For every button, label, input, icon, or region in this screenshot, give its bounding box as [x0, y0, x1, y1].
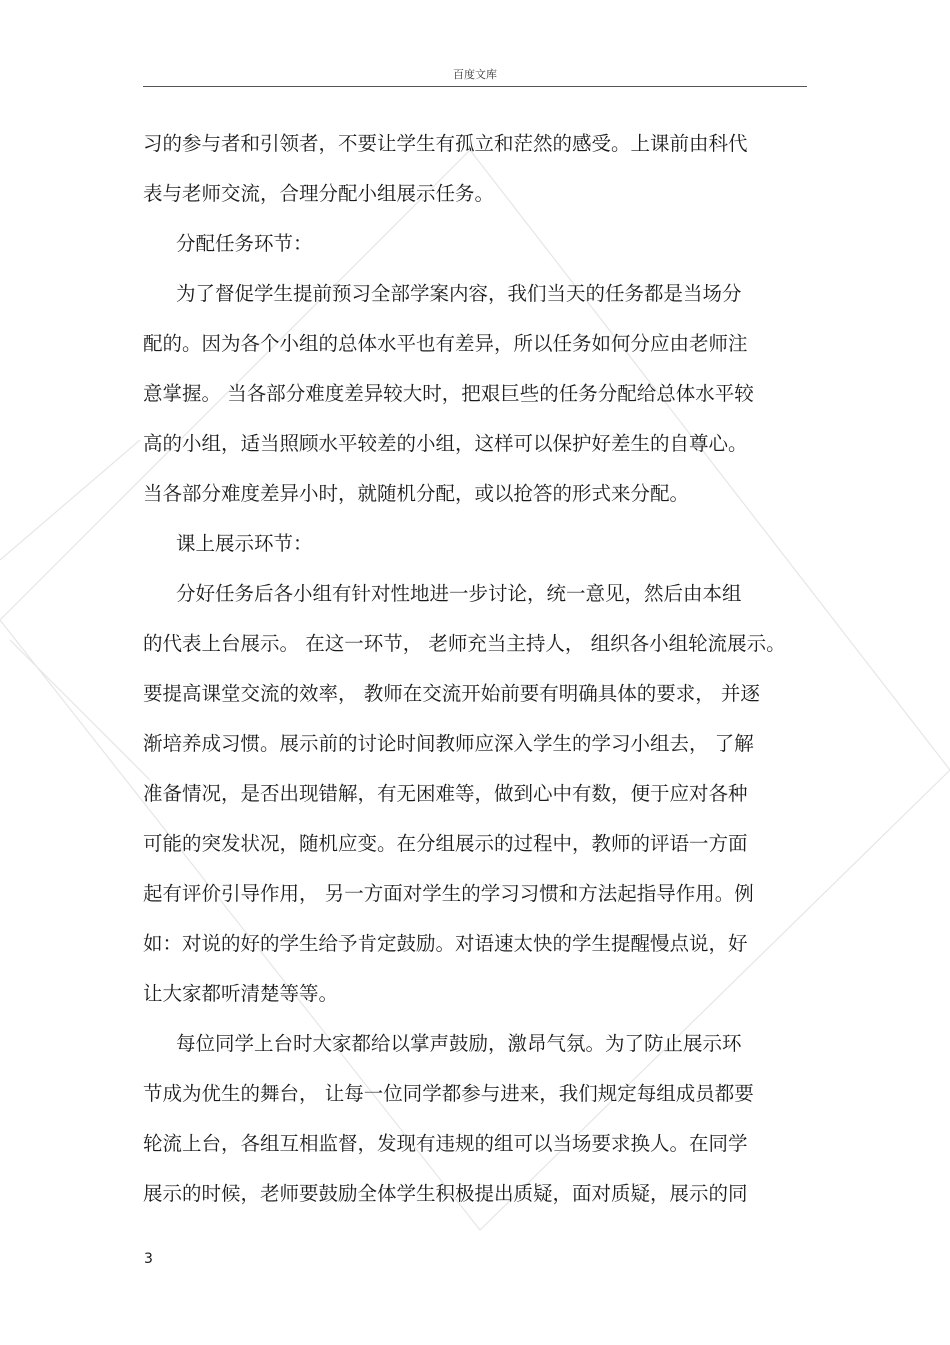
section-heading: 分配任务环节： — [176, 232, 313, 255]
text-line: 分好任务后各小组有针对性地进一步讨论，统一意见，然后由本组 — [176, 582, 742, 605]
text-line: 要提高课堂交流的效率， 教师在交流开始前要有明确具体的要求， 并逐 — [143, 682, 760, 705]
text-line: 渐培养成习惯。展示前的讨论时间教师应深入学生的学习小组去， 了解 — [143, 732, 754, 755]
text-line: 展示的时候，老师要鼓励全体学生积极提出质疑，面对质疑，展示的同 — [143, 1182, 748, 1205]
text-line: 意掌握。 当各部分难度差异较大时，把艰巨些的任务分配给总体水平较 — [143, 382, 754, 405]
text-line: 可能的突发状况，随机应变。在分组展示的过程中，教师的评语一方面 — [143, 832, 748, 855]
page-number: 3 — [144, 1251, 153, 1267]
section-heading: 课上展示环节： — [176, 532, 313, 555]
text-line: 的代表上台展示。 在这一环节， 老师充当主持人， 组织各小组轮流展示。 — [143, 632, 786, 655]
text-line: 让大家都听清楚等等。 — [143, 982, 339, 1005]
text-line: 轮流上台，各组互相监督，发现有违规的组可以当场要求换人。在同学 — [143, 1132, 748, 1155]
text-line: 如：对说的好的学生给予肯定鼓励。对语速太快的学生提醒慢点说，好 — [143, 932, 748, 955]
text-line: 表与老师交流，合理分配小组展示任务。 — [143, 182, 495, 205]
text-line: 为了督促学生提前预习全部学案内容，我们当天的任务都是当场分 — [176, 282, 742, 305]
text-line: 当各部分难度差异小时，就随机分配，或以抢答的形式来分配。 — [143, 482, 690, 505]
text-line: 节成为优生的舞台， 让每一位同学都参与进来，我们规定每组成员都要 — [143, 1082, 754, 1105]
text-line: 高的小组，适当照顾水平较差的小组，这样可以保护好差生的自尊心。 — [143, 432, 748, 455]
text-line: 配的。因为各个小组的总体水平也有差异，所以任务如何分应由老师注 — [143, 332, 748, 355]
text-line: 每位同学上台时大家都给以掌声鼓励，激昂气氛。为了防止展示环 — [176, 1032, 742, 1055]
text-line: 起有评价引导作用， 另一方面对学生的学习习惯和方法起指导作用。例 — [143, 882, 754, 905]
header-divider — [143, 86, 807, 87]
header-title: 百度文库 — [453, 68, 497, 81]
text-line: 准备情况，是否出现错解，有无困难等，做到心中有数，便于应对各种 — [143, 782, 748, 805]
text-line: 习的参与者和引领者，不要让学生有孤立和茫然的感受。上课前由科代 — [143, 132, 748, 155]
